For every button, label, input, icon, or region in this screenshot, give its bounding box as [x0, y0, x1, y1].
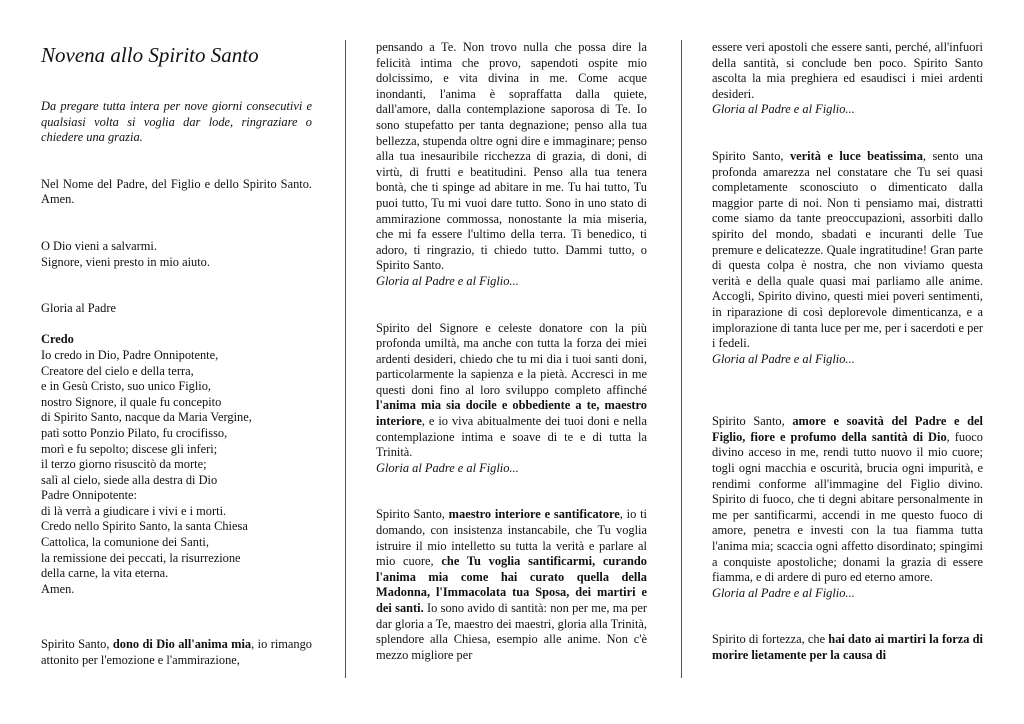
refrain: Gloria al Padre e al Figlio... — [376, 273, 519, 288]
refrain: Gloria al Padre e al Figlio... — [712, 102, 855, 117]
prayer-2: Spirito del Signore e celeste donatore con la più profonda umiltà, ma anche con tutta la forza dei miei ardenti desideri, chiedo che tu mi dia i tuoi santi doni, particolarmente la sapienza e la pietà. Accresci in me questi doni fino al loro sviluppo completo affinché l'anima mia sia docile e obbediente a te, maestro interiore, e io viva abitualmente dei tuoi doni e nella contemplazione intima e soave di te e di tutta la Trinità. — [376, 320, 647, 460]
column-divider — [681, 40, 682, 678]
column-divider — [345, 40, 346, 678]
column-3 — [712, 40, 983, 664]
sign-of-cross: Nel Nome del Padre, del Figlio e dello Spirito Santo. Amen. — [41, 176, 312, 207]
prayer-6: Spirito di fortezza, che hai dato ai martiri la forza di morire lietamente per la causa di — [712, 632, 983, 662]
prayer-4: Spirito Santo, verità e luce beatissima, sento una profonda amarezza nel constatare che Tu sei quasi completamente sconosciuto o dimenticato dalla maggior parte di noi. Non ti pensiamo mai, distratti come siamo da tante preoccupazioni, assorbiti dallo spirito del mondo, sbadati e incuranti delle Tue premure e delicatezze. Quale ingratitudine! Gran parte di questa colpa è nostra, che non viviamo questa verità e della quale quasi mai parliamo alle anime. Accogli, Spirito divino, questi miei poveri sentimenti, in riparazione di così deplorevole dimenticanza, e a implorazione di tanta luce per me, per i sacerdoti e per i fedeli. — [712, 148, 983, 351]
refrain: Gloria al Padre e al Figlio... — [712, 585, 855, 600]
prayer-1-continued: pensando a Te. Non trovo nulla che possa dire la felicità intima che provo, sapendoti ospite mio dolcissimo, e vita divina in me. Come acque inondanti, l'anima è sopraffatta dalla quiete, dall'amore, dalla contemplazione saporosa di Te. Io sono stupefatto per tanta degnazione; penso alla tua bellezza, stupenda oltre ogni dire e immaginare; penso alla tua inesauribile ricchezza di grazia, di doni, di virtù, di frutti e beatitudini. Penso alla tua tenera bontà, che ti spinge ad abitare in me. Tu hai tutto, Tu puoi tutto, Tu mi vuoi dare tutto. Sono in uno stato di ammirazione commossa, nonostante la mia miseria, che mi fa essere l'ultimo della terra. Ti benedico, ti adoro, ti ringrazio, ti chiedo tutto. Dammi tutto, o Spirito Santo. — [376, 40, 647, 273]
prayer-3: Spirito Santo, maestro interiore e santificatore, io ti domando, con insistenza instancabile, che Tu voglia istruire il mio intelletto su tutta la verità e parlare al mio cuore, che Tu voglia santificarmi, curando l'anima mia come hai curato quella della Madonna, l'Immacolata tua Sposa, dei martiri e dei santi. Io sono avido di santità: non per me, ma per dar gloria a Te, maestro dei maestri, gloria alla Trinità, splendore alla Chiesa, esempio alle anime. Non c'è mezzo migliore per — [376, 507, 647, 662]
gloria-heading: Gloria al Padre — [41, 301, 117, 316]
credo-text: Io credo in Dio, Padre Onnipotente, Creatore del cielo e della terra, e in Gesù Cristo, suo unico Figlio, nostro Signore, il quale fu concepito di Spirito Santo, nacque da Maria Vergine, patì sotto Ponzio Pilato, fu crocifisso, morì e fu sepolto; discese gli inferi; il terzo giorno risuscitò da morte; salì al cielo, siede alla destra di Dio Padre Onnipotente: di là verrà a giudicare i vivi e i morti. Credo nello Spirito Santo, la santa Chiesa Cattolica, la comunione dei Santi, la remissione dei peccati, la risurrezione della carne, la vita eterna. Amen. — [41, 347, 252, 596]
column-2 — [376, 40, 647, 663]
refrain: Gloria al Padre e al Figlio... — [376, 460, 519, 475]
prayer-5: Spirito Santo, amore e soavità del Padre e del Figlio, fiore e profumo della santità di Dio, fuoco divino acceso in me, rendi tutto nuovo il mio cuore; togli ogni macchia e oscurità, brucia ogni impurità, e rendimi conforme all'immagine del Figlio divino. Spirito di fuoco, che ti degni abitare personalmente in me per santificarmi, accendi in me questo fuoco di amore, penetra e investi con la tua fiamma tutta l'anima mia; scaccia ogni affetto disordinato; spingimi a conquiste apostoliche; donami la grazia di essere fiamma, e di ardere di puro ed eterno amore. — [712, 414, 983, 585]
prayer-1-start: Spirito Santo, dono di Dio all'anima mia, io rimango attonito per l'emozione e l'ammirazione, — [41, 637, 312, 668]
invocation: O Dio vieni a salvarmi. Signore, vieni presto in mio aiuto. — [41, 238, 210, 269]
column-3-flow: essere veri apostoli che essere santi, perché, all'infuori della santità, si conclude ben poco. Spirito Santo ascolta la mia preghiera ed esaudisci i miei ardenti desideri. — [712, 40, 983, 101]
document-title: Novena allo Spirito Santo — [41, 43, 259, 67]
refrain: Gloria al Padre e al Figlio... — [712, 351, 855, 366]
credo-heading: Credo — [41, 332, 74, 347]
column-1 — [41, 40, 312, 669]
intro-text: Da pregare tutta intera per nove giorni consecutivi e qualsiasi volta si voglia dar lode, ringraziare o chiedere una grazia. — [41, 99, 312, 145]
